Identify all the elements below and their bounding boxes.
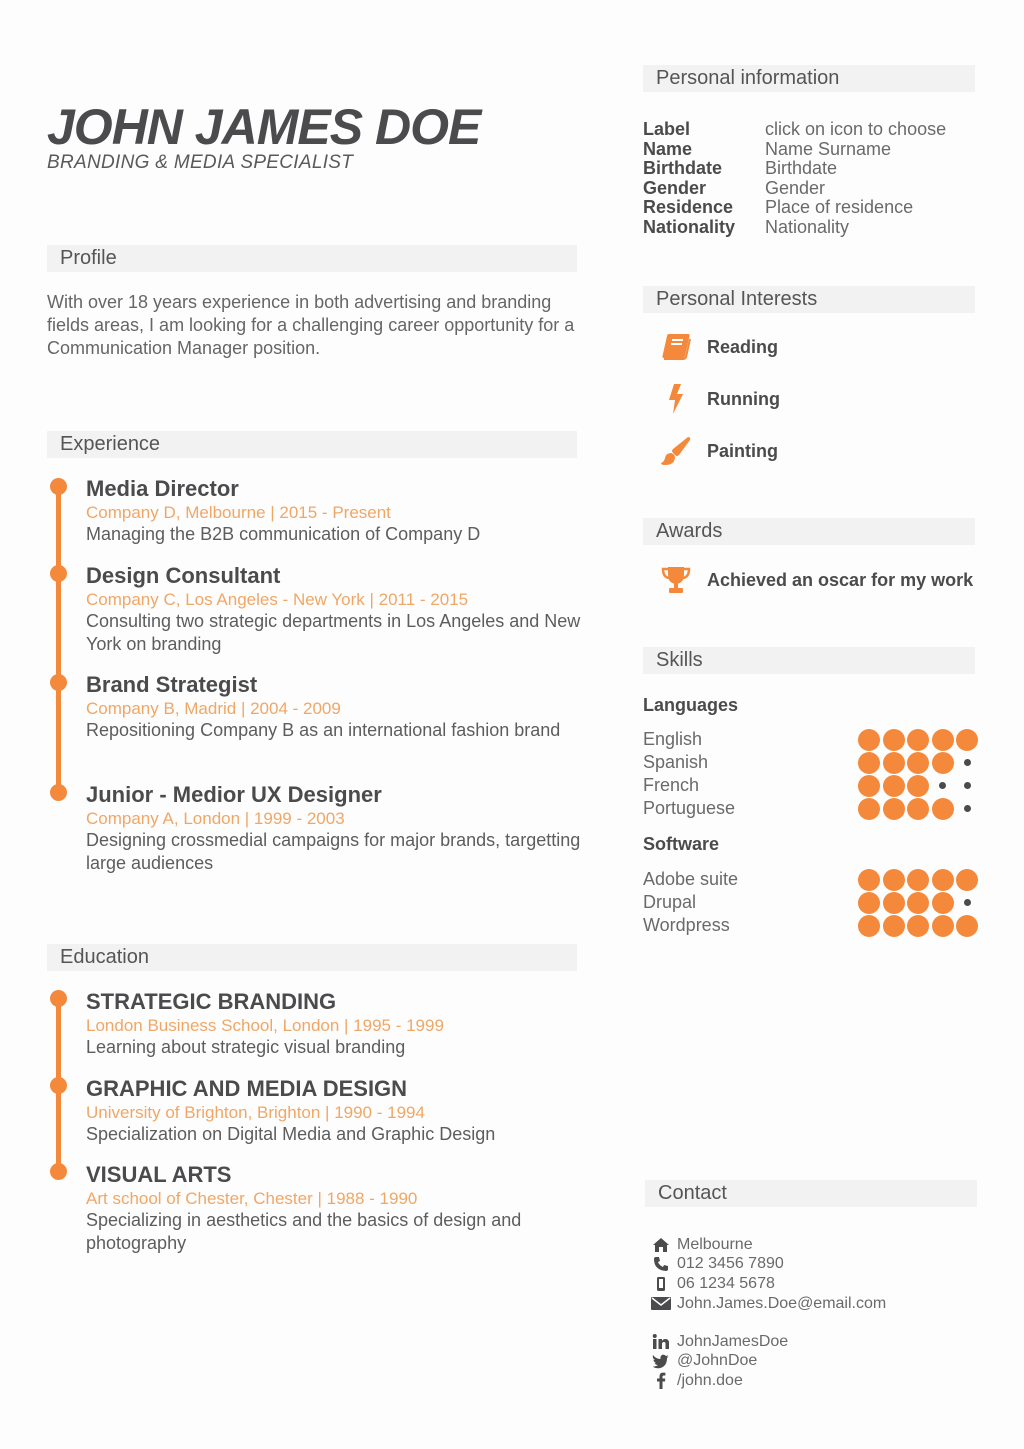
rating-dot-empty [956,752,978,774]
skill-rating [858,775,978,797]
phone-icon [651,1255,671,1273]
info-key: Birthdate [643,158,723,178]
skill-name: Drupal [643,892,697,912]
social-linkedin[interactable] [651,1332,788,1352]
social-list [651,1332,788,1391]
rating-dot-filled [858,915,880,937]
email-icon [651,1295,671,1313]
rating-dot-filled [932,892,954,914]
interest-label: Running [707,388,780,409]
interest-label: Painting [707,440,778,461]
personal-info-table [643,120,946,237]
rating-dot-filled [883,915,905,937]
rating-dot-filled [907,775,929,797]
rating-dot-filled [907,869,929,891]
timeline-line [56,487,61,793]
skill-row-drupal [643,891,978,914]
experience-item [86,672,586,742]
skill-row-spanish [643,751,978,774]
contact-location [651,1235,886,1255]
rating-dot-empty [956,798,978,820]
skill-rating [858,752,978,774]
skill-rating [858,915,978,937]
education-school: University of Brighton, Brighton | 1990 - 1994 [86,1103,425,1122]
education-title: STRATEGIC BRANDING [86,989,337,1014]
info-key: Nationality [643,216,736,237]
info-key: Label [643,119,691,139]
rating-dot-filled [932,869,954,891]
rating-dot-filled [858,869,880,891]
info-key: Name [643,138,693,159]
home-icon [651,1236,671,1254]
rating-dot-filled [907,798,929,820]
interest-item [658,433,778,469]
lightning-icon [658,381,694,417]
skill-name: English [643,729,703,749]
personal-info-heading: Personal information [643,65,975,92]
rating-dot-filled [932,798,954,820]
job-title: Media Director [86,476,239,501]
languages-label: Languages [643,695,739,715]
skill-rating [858,729,978,751]
education-school: London Business School, London | 1995 - 1999 [86,1016,444,1035]
info-key: Residence [643,197,734,217]
rating-dot-filled [858,752,880,774]
social-twitter[interactable] [651,1352,788,1372]
award-item [658,562,973,598]
skill-row-french [643,774,978,797]
contact-email[interactable] [651,1294,886,1314]
profile-text: With over 18 years experience in both advertising and branding fields areas, I am looking for a challenging career opportunity for a Communication Manager position. [47,292,575,358]
contact-text: 06 1234 5678 [677,1274,775,1292]
experience-heading: Experience [47,431,577,458]
rating-dot-filled [858,892,880,914]
experience-item [86,476,586,546]
rating-dot-filled [907,752,929,774]
education-title: VISUAL ARTS [86,1162,232,1187]
profile-heading: Profile [47,245,577,272]
rating-dot-filled [883,798,905,820]
social-text: @JohnDoe [677,1352,758,1370]
contact-text: John.James.Doe@email.com [677,1294,887,1312]
education-item [86,1162,586,1255]
skill-row-wordpress [643,914,978,937]
education-heading: Education [47,944,577,971]
rating-dot-filled [883,752,905,774]
job-company: Company D, Melbourne | 2015 - Present [86,503,391,522]
contact-heading: Contact [645,1180,977,1207]
experience-item [86,563,586,656]
rating-dot-empty [932,775,954,797]
rating-dot-filled [883,729,905,751]
rating-dot-filled [858,798,880,820]
timeline-dot [50,990,67,1007]
education-title: GRAPHIC AND MEDIA DESIGN [86,1076,408,1101]
skill-name: French [643,775,700,795]
rating-dot-filled [956,869,978,891]
timeline-dot [50,565,67,582]
education-description: Specializing in aesthetics and the basics of design and photography [86,1210,522,1253]
rating-dot-filled [858,775,880,797]
education-school: Art school of Chester, Chester | 1988 - 1990 [86,1189,418,1208]
rating-dot-filled [932,752,954,774]
timeline-dot [50,784,67,801]
info-row [643,179,946,199]
job-company: Company A, London | 1999 - 2003 [86,809,345,828]
job-title: Brand Strategist [86,672,258,697]
skill-row-adobe [643,868,978,891]
contact-mobile[interactable] [651,1274,886,1294]
info-row [643,198,946,218]
rating-dot-filled [907,729,929,751]
awards-heading: Awards [643,518,975,545]
book-icon [658,329,694,365]
contact-text: Melbourne [677,1235,753,1253]
rating-dot-filled [956,729,978,751]
skill-name: Wordpress [643,915,730,935]
rating-dot-empty [956,892,978,914]
skill-name: Spanish [643,752,709,772]
award-label: Achieved an oscar for my work [707,569,974,590]
skill-rating [858,892,978,914]
info-row [643,218,946,238]
info-value: Nationality [765,216,850,237]
info-value: Place of residence [765,197,914,217]
education-description: Learning about strategic visual branding [86,1037,406,1057]
rating-dot-filled [932,729,954,751]
job-company: Company C, Los Angeles - New York | 2011 - 2015 [86,590,469,609]
rating-dot-filled [907,915,929,937]
rating-dot-empty [956,775,978,797]
rating-dot-filled [932,915,954,937]
job-description: Repositioning Company B as an international fashion brand [86,720,561,740]
skill-rating [858,869,978,891]
interest-item [658,329,778,365]
software-label: Software [643,834,720,854]
rating-dot-filled [907,892,929,914]
skill-name: Adobe suite [643,869,739,889]
contact-text: 012 3456 7890 [677,1255,784,1273]
education-item [86,989,586,1059]
timeline-dot [50,1163,67,1180]
job-company: Company B, Madrid | 2004 - 2009 [86,699,341,718]
rating-dot-filled [883,869,905,891]
info-value: Gender [765,177,826,198]
skills-heading: Skills [643,647,975,674]
education-item [86,1076,586,1146]
skill-row-portuguese [643,797,978,820]
info-value: Birthdate [765,158,838,178]
info-value: click on icon to choose [765,119,947,139]
experience-item [86,782,586,875]
job-description: Consulting two strategic departments in Los Angeles and New York on branding [86,611,581,654]
skill-row-english [643,728,978,751]
trophy-icon [658,562,694,598]
candidate-name: JOHN JAMES DOE [47,99,481,155]
twitter-icon [651,1352,671,1370]
timeline-dot [50,1077,67,1094]
job-title: Junior - Medior UX Designer [86,782,382,807]
facebook-icon [651,1372,671,1390]
info-row [643,140,946,160]
skill-rating [858,798,978,820]
social-text: JohnJamesDoe [677,1332,789,1350]
job-description: Designing crossmedial campaigns for major brands, targetting large audiences [86,830,581,873]
timeline-dot [50,674,67,691]
rating-dot-filled [883,775,905,797]
social-text: /john.doe [677,1371,743,1389]
interests-heading: Personal Interests [643,286,975,313]
skill-name: Portuguese [643,798,736,818]
info-value: Name Surname [765,138,892,159]
contact-list [651,1235,886,1313]
info-key: Gender [643,177,707,198]
social-facebook[interactable] [651,1371,788,1391]
rating-dot-filled [956,915,978,937]
paintbrush-icon [658,433,694,469]
info-row [643,120,946,140]
job-description: Managing the B2B communication of Company D [86,524,481,544]
job-title: Design Consultant [86,563,281,588]
education-description: Specialization on Digital Media and Graphic Design [86,1124,496,1144]
timeline-dot [50,478,67,495]
interest-label: Reading [707,336,779,357]
linkedin-icon [651,1333,671,1351]
info-row [643,159,946,179]
rating-dot-filled [858,729,880,751]
rating-dot-filled [883,892,905,914]
candidate-title: BRANDING & MEDIA SPECIALIST [47,152,354,173]
interest-item [658,381,780,417]
mobile-icon [651,1275,671,1293]
contact-phone[interactable] [651,1255,886,1275]
